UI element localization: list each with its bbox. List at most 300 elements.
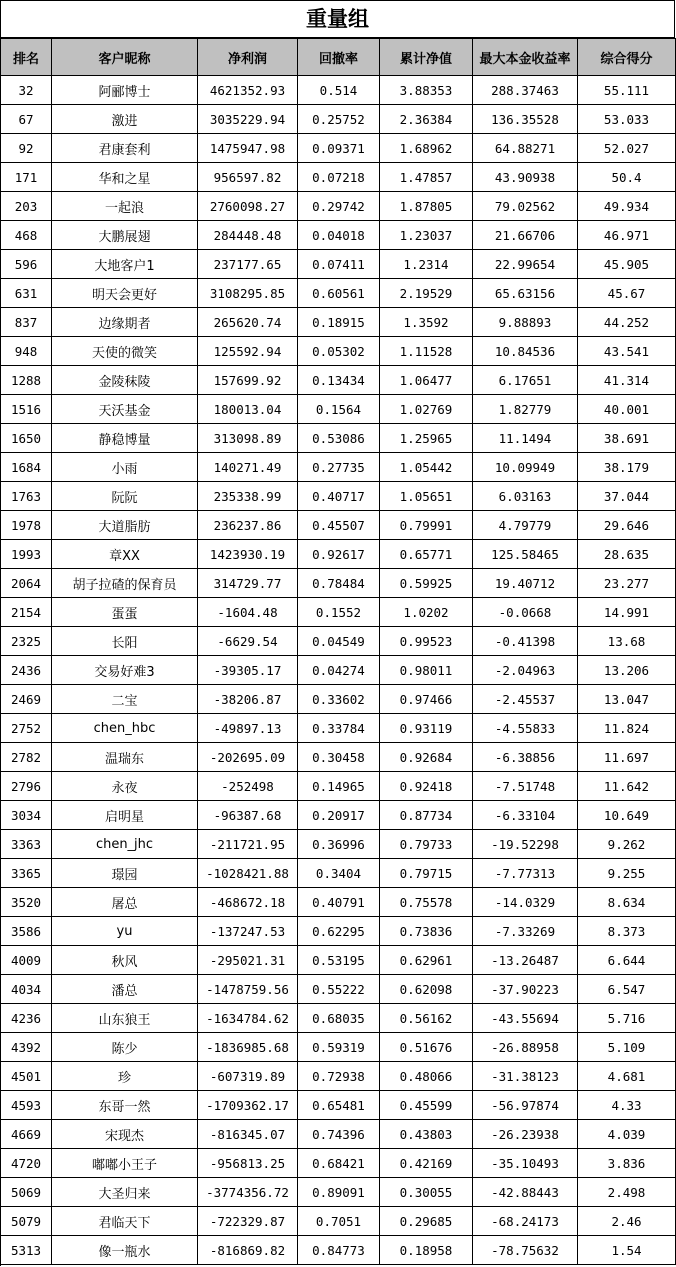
cell-nickname: 大圣归来	[52, 1178, 198, 1207]
cell-drawdown: 0.40791	[298, 888, 380, 917]
table-row	[1, 221, 676, 250]
cell-net-profit: -468672.18	[198, 888, 298, 917]
cell-net-profit: 1423930.19	[198, 540, 298, 569]
cell-rank: 2154	[1, 598, 52, 627]
cell-cumulative-nav: 1.3592	[380, 308, 473, 337]
cell-rank: 1288	[1, 366, 52, 395]
cell-max-return: 4.79779	[473, 511, 578, 540]
cell-score: 11.824	[578, 714, 676, 743]
cell-rank: 2469	[1, 685, 52, 714]
cell-cumulative-nav: 1.05651	[380, 482, 473, 511]
cell-drawdown: 0.92617	[298, 540, 380, 569]
cell-net-profit: 3035229.94	[198, 105, 298, 134]
cell-cumulative-nav: 1.87805	[380, 192, 473, 221]
cell-drawdown: 0.04018	[298, 221, 380, 250]
cell-rank: 468	[1, 221, 52, 250]
cell-score: 13.047	[578, 685, 676, 714]
cell-nickname: 天沃基金	[52, 395, 198, 424]
cell-nickname: 大道脂肪	[52, 511, 198, 540]
table-row	[1, 1033, 676, 1062]
cell-nickname: 金陵秣陵	[52, 366, 198, 395]
cell-rank: 2436	[1, 656, 52, 685]
cell-rank: 5313	[1, 1236, 52, 1265]
cell-score: 4.039	[578, 1120, 676, 1149]
cell-cumulative-nav: 0.65771	[380, 540, 473, 569]
cell-cumulative-nav: 1.11528	[380, 337, 473, 366]
table-row	[1, 366, 676, 395]
table-row	[1, 569, 676, 598]
cell-score: 8.634	[578, 888, 676, 917]
cell-nickname: yu	[52, 917, 198, 946]
cell-max-return: -31.38123	[473, 1062, 578, 1091]
header-net-profit: 净利润	[198, 39, 298, 76]
cell-drawdown: 0.05302	[298, 337, 380, 366]
cell-drawdown: 0.89091	[298, 1178, 380, 1207]
cell-max-return: 288.37463	[473, 76, 578, 105]
cell-net-profit: 1475947.98	[198, 134, 298, 163]
cell-rank: 1763	[1, 482, 52, 511]
cell-drawdown: 0.68421	[298, 1149, 380, 1178]
cell-drawdown: 0.62295	[298, 917, 380, 946]
cell-cumulative-nav: 1.23037	[380, 221, 473, 250]
cell-score: 10.649	[578, 801, 676, 830]
cell-score: 2.46	[578, 1207, 676, 1236]
cell-drawdown: 0.60561	[298, 279, 380, 308]
cell-net-profit: -1634784.62	[198, 1004, 298, 1033]
cell-rank: 2752	[1, 714, 52, 743]
cell-cumulative-nav: 1.05442	[380, 453, 473, 482]
cell-net-profit: -38206.87	[198, 685, 298, 714]
cell-drawdown: 0.72938	[298, 1062, 380, 1091]
cell-rank: 203	[1, 192, 52, 221]
cell-max-return: -26.88958	[473, 1033, 578, 1062]
header-row	[1, 39, 676, 76]
table-row	[1, 888, 676, 917]
cell-max-return: 21.66706	[473, 221, 578, 250]
cell-score: 5.109	[578, 1033, 676, 1062]
cell-nickname: 天使的微笑	[52, 337, 198, 366]
cell-rank: 92	[1, 134, 52, 163]
cell-max-return: -19.52298	[473, 830, 578, 859]
cell-cumulative-nav: 0.79733	[380, 830, 473, 859]
cell-cumulative-nav: 1.0202	[380, 598, 473, 627]
cell-cumulative-nav: 0.75578	[380, 888, 473, 917]
cell-rank: 1993	[1, 540, 52, 569]
table-row	[1, 1120, 676, 1149]
header-max-return: 最大本金收益率	[473, 39, 578, 76]
table-row	[1, 163, 676, 192]
cell-net-profit: -252498	[198, 772, 298, 801]
cell-rank: 3586	[1, 917, 52, 946]
cell-nickname: 璟园	[52, 859, 198, 888]
cell-rank: 5079	[1, 1207, 52, 1236]
cell-net-profit: -137247.53	[198, 917, 298, 946]
cell-max-return: 43.90938	[473, 163, 578, 192]
cell-nickname: 交易好难3	[52, 656, 198, 685]
cell-rank: 32	[1, 76, 52, 105]
cell-drawdown: 0.1552	[298, 598, 380, 627]
cell-drawdown: 0.59319	[298, 1033, 380, 1062]
cell-score: 4.33	[578, 1091, 676, 1120]
cell-net-profit: -211721.95	[198, 830, 298, 859]
cell-net-profit: -39305.17	[198, 656, 298, 685]
cell-score: 45.67	[578, 279, 676, 308]
cell-drawdown: 0.53195	[298, 946, 380, 975]
cell-drawdown: 0.40717	[298, 482, 380, 511]
cell-rank: 171	[1, 163, 52, 192]
cell-nickname: 嘟嘟小王子	[52, 1149, 198, 1178]
cell-net-profit: 140271.49	[198, 453, 298, 482]
cell-nickname: 蛋蛋	[52, 598, 198, 627]
cell-nickname: 宋现杰	[52, 1120, 198, 1149]
cell-drawdown: 0.514	[298, 76, 380, 105]
cell-nickname: 像一瓶水	[52, 1236, 198, 1265]
cell-score: 3.836	[578, 1149, 676, 1178]
cell-rank: 1684	[1, 453, 52, 482]
cell-score: 55.111	[578, 76, 676, 105]
cell-max-return: -26.23938	[473, 1120, 578, 1149]
cell-rank: 1650	[1, 424, 52, 453]
cell-cumulative-nav: 2.19529	[380, 279, 473, 308]
cell-nickname: chen_jhc	[52, 830, 198, 859]
table-row	[1, 1207, 676, 1236]
cell-score: 53.033	[578, 105, 676, 134]
cell-cumulative-nav: 0.56162	[380, 1004, 473, 1033]
cell-cumulative-nav: 0.62961	[380, 946, 473, 975]
cell-score: 46.971	[578, 221, 676, 250]
table-row	[1, 1178, 676, 1207]
cell-drawdown: 0.33784	[298, 714, 380, 743]
cell-nickname: 大地客户1	[52, 250, 198, 279]
cell-drawdown: 0.74396	[298, 1120, 380, 1149]
cell-score: 43.541	[578, 337, 676, 366]
cell-cumulative-nav: 0.93119	[380, 714, 473, 743]
table-row	[1, 1236, 676, 1265]
table-row	[1, 859, 676, 888]
table-row	[1, 76, 676, 105]
cell-net-profit: 180013.04	[198, 395, 298, 424]
cell-nickname: 君临天下	[52, 1207, 198, 1236]
cell-score: 50.4	[578, 163, 676, 192]
cell-net-profit: -816869.82	[198, 1236, 298, 1265]
cell-net-profit: -1604.48	[198, 598, 298, 627]
cell-net-profit: 236237.86	[198, 511, 298, 540]
cell-rank: 4009	[1, 946, 52, 975]
cell-cumulative-nav: 0.45599	[380, 1091, 473, 1120]
cell-score: 52.027	[578, 134, 676, 163]
cell-cumulative-nav: 0.51676	[380, 1033, 473, 1062]
table-row	[1, 1004, 676, 1033]
cell-drawdown: 0.30458	[298, 743, 380, 772]
table-row	[1, 830, 676, 859]
cell-cumulative-nav: 2.36384	[380, 105, 473, 134]
cell-nickname: 华和之星	[52, 163, 198, 192]
cell-score: 2.498	[578, 1178, 676, 1207]
cell-cumulative-nav: 0.59925	[380, 569, 473, 598]
cell-score: 23.277	[578, 569, 676, 598]
cell-max-return: 19.40712	[473, 569, 578, 598]
cell-rank: 4593	[1, 1091, 52, 1120]
cell-rank: 2782	[1, 743, 52, 772]
cell-max-return: 10.84536	[473, 337, 578, 366]
cell-rank: 4236	[1, 1004, 52, 1033]
header-drawdown: 回撤率	[298, 39, 380, 76]
cell-max-return: -7.77313	[473, 859, 578, 888]
table-row	[1, 975, 676, 1004]
table-row	[1, 801, 676, 830]
cell-net-profit: 265620.74	[198, 308, 298, 337]
cell-score: 38.179	[578, 453, 676, 482]
header-rank: 排名	[1, 39, 52, 76]
cell-nickname: 小雨	[52, 453, 198, 482]
cell-net-profit: 237177.65	[198, 250, 298, 279]
cell-nickname: 屠总	[52, 888, 198, 917]
cell-cumulative-nav: 1.2314	[380, 250, 473, 279]
cell-rank: 631	[1, 279, 52, 308]
cell-max-return: -6.38856	[473, 743, 578, 772]
cell-drawdown: 0.13434	[298, 366, 380, 395]
cell-max-return: -7.51748	[473, 772, 578, 801]
cell-net-profit: -722329.87	[198, 1207, 298, 1236]
cell-drawdown: 0.04549	[298, 627, 380, 656]
cell-score: 4.681	[578, 1062, 676, 1091]
cell-net-profit: -202695.09	[198, 743, 298, 772]
cell-net-profit: 956597.82	[198, 163, 298, 192]
cell-nickname: 激进	[52, 105, 198, 134]
cell-rank: 4034	[1, 975, 52, 1004]
cell-net-profit: -1478759.56	[198, 975, 298, 1004]
cell-nickname: 陈少	[52, 1033, 198, 1062]
cell-max-return: -4.55833	[473, 714, 578, 743]
cell-max-return: 6.03163	[473, 482, 578, 511]
cell-score: 44.252	[578, 308, 676, 337]
cell-cumulative-nav: 0.29685	[380, 1207, 473, 1236]
ranking-table	[0, 38, 676, 1265]
cell-cumulative-nav: 0.30055	[380, 1178, 473, 1207]
cell-score: 11.642	[578, 772, 676, 801]
cell-nickname: 边缘期者	[52, 308, 198, 337]
table-row	[1, 627, 676, 656]
cell-nickname: 潘总	[52, 975, 198, 1004]
cell-cumulative-nav: 0.43803	[380, 1120, 473, 1149]
cell-max-return: 79.02562	[473, 192, 578, 221]
cell-drawdown: 0.09371	[298, 134, 380, 163]
cell-net-profit: -956813.25	[198, 1149, 298, 1178]
cell-rank: 3520	[1, 888, 52, 917]
cell-nickname: 静稳博量	[52, 424, 198, 453]
cell-nickname: 二宝	[52, 685, 198, 714]
cell-net-profit: 313098.89	[198, 424, 298, 453]
cell-score: 8.373	[578, 917, 676, 946]
cell-net-profit: -1836985.68	[198, 1033, 298, 1062]
cell-score: 38.691	[578, 424, 676, 453]
cell-score: 13.206	[578, 656, 676, 685]
cell-cumulative-nav: 0.73836	[380, 917, 473, 946]
cell-score: 28.635	[578, 540, 676, 569]
cell-max-return: 136.35528	[473, 105, 578, 134]
cell-cumulative-nav: 1.06477	[380, 366, 473, 395]
cell-net-profit: -607319.89	[198, 1062, 298, 1091]
cell-score: 40.001	[578, 395, 676, 424]
cell-drawdown: 0.1564	[298, 395, 380, 424]
cell-drawdown: 0.14965	[298, 772, 380, 801]
cell-score: 11.697	[578, 743, 676, 772]
cell-nickname: 君康套利	[52, 134, 198, 163]
cell-max-return: -0.41398	[473, 627, 578, 656]
cell-rank: 3034	[1, 801, 52, 830]
cell-max-return: -2.45537	[473, 685, 578, 714]
cell-score: 29.646	[578, 511, 676, 540]
cell-rank: 4501	[1, 1062, 52, 1091]
table-row	[1, 917, 676, 946]
cell-net-profit: -49897.13	[198, 714, 298, 743]
cell-net-profit: -816345.07	[198, 1120, 298, 1149]
cell-cumulative-nav: 0.48066	[380, 1062, 473, 1091]
cell-drawdown: 0.65481	[298, 1091, 380, 1120]
header-cumulative-nav: 累计净值	[380, 39, 473, 76]
cell-rank: 3363	[1, 830, 52, 859]
cell-cumulative-nav: 1.02769	[380, 395, 473, 424]
cell-rank: 2064	[1, 569, 52, 598]
cell-net-profit: -3774356.72	[198, 1178, 298, 1207]
cell-drawdown: 0.7051	[298, 1207, 380, 1236]
cell-max-return: -7.33269	[473, 917, 578, 946]
cell-rank: 5069	[1, 1178, 52, 1207]
cell-cumulative-nav: 0.62098	[380, 975, 473, 1004]
cell-net-profit: 2760098.27	[198, 192, 298, 221]
cell-nickname: 永夜	[52, 772, 198, 801]
cell-cumulative-nav: 0.98011	[380, 656, 473, 685]
cell-drawdown: 0.29742	[298, 192, 380, 221]
table-row	[1, 946, 676, 975]
table-row	[1, 511, 676, 540]
cell-rank: 2325	[1, 627, 52, 656]
cell-nickname: 珍	[52, 1062, 198, 1091]
cell-rank: 948	[1, 337, 52, 366]
cell-nickname: 长阳	[52, 627, 198, 656]
cell-max-return: 11.1494	[473, 424, 578, 453]
cell-drawdown: 0.07411	[298, 250, 380, 279]
cell-drawdown: 0.78484	[298, 569, 380, 598]
cell-cumulative-nav: 3.88353	[380, 76, 473, 105]
cell-rank: 4392	[1, 1033, 52, 1062]
cell-nickname: 温瑞东	[52, 743, 198, 772]
cell-rank: 4669	[1, 1120, 52, 1149]
cell-score: 14.991	[578, 598, 676, 627]
cell-cumulative-nav: 0.18958	[380, 1236, 473, 1265]
table-row	[1, 453, 676, 482]
cell-net-profit: -1028421.88	[198, 859, 298, 888]
cell-net-profit: -6629.54	[198, 627, 298, 656]
table-row	[1, 772, 676, 801]
cell-cumulative-nav: 1.47857	[380, 163, 473, 192]
table-row	[1, 540, 676, 569]
cell-nickname: 秋风	[52, 946, 198, 975]
cell-rank: 4720	[1, 1149, 52, 1178]
cell-drawdown: 0.33602	[298, 685, 380, 714]
cell-net-profit: 235338.99	[198, 482, 298, 511]
cell-cumulative-nav: 1.25965	[380, 424, 473, 453]
table-row	[1, 656, 676, 685]
table-row	[1, 279, 676, 308]
cell-drawdown: 0.04274	[298, 656, 380, 685]
cell-drawdown: 0.45507	[298, 511, 380, 540]
cell-drawdown: 0.68035	[298, 1004, 380, 1033]
cell-drawdown: 0.18915	[298, 308, 380, 337]
cell-rank: 1978	[1, 511, 52, 540]
table-row	[1, 743, 676, 772]
cell-max-return: 125.58465	[473, 540, 578, 569]
cell-score: 49.934	[578, 192, 676, 221]
cell-score: 9.255	[578, 859, 676, 888]
cell-drawdown: 0.55222	[298, 975, 380, 1004]
table-row	[1, 192, 676, 221]
cell-net-profit: 157699.92	[198, 366, 298, 395]
cell-net-profit: 4621352.93	[198, 76, 298, 105]
cell-drawdown: 0.25752	[298, 105, 380, 134]
cell-score: 45.905	[578, 250, 676, 279]
cell-rank: 67	[1, 105, 52, 134]
table-row	[1, 308, 676, 337]
cell-max-return: 64.88271	[473, 134, 578, 163]
cell-nickname: chen_hbc	[52, 714, 198, 743]
cell-max-return: 6.17651	[473, 366, 578, 395]
table-row	[1, 1062, 676, 1091]
header-nickname: 客户昵称	[52, 39, 198, 76]
cell-net-profit: 284448.48	[198, 221, 298, 250]
table-row	[1, 1091, 676, 1120]
table-row	[1, 598, 676, 627]
cell-nickname: 大鹏展翅	[52, 221, 198, 250]
header-score: 综合得分	[578, 39, 676, 76]
cell-cumulative-nav: 0.92418	[380, 772, 473, 801]
cell-net-profit: 125592.94	[198, 337, 298, 366]
cell-drawdown: 0.07218	[298, 163, 380, 192]
cell-drawdown: 0.27735	[298, 453, 380, 482]
cell-cumulative-nav: 1.68962	[380, 134, 473, 163]
cell-net-profit: 3108295.85	[198, 279, 298, 308]
table-row	[1, 685, 676, 714]
cell-net-profit: -1709362.17	[198, 1091, 298, 1120]
cell-drawdown: 0.20917	[298, 801, 380, 830]
cell-rank: 596	[1, 250, 52, 279]
sheet-title: 重量组	[1, 1, 675, 38]
cell-nickname: 阿郦博士	[52, 76, 198, 105]
cell-nickname: 山东狼王	[52, 1004, 198, 1033]
cell-net-profit: 314729.77	[198, 569, 298, 598]
cell-max-return: -2.04963	[473, 656, 578, 685]
cell-score: 13.68	[578, 627, 676, 656]
cell-cumulative-nav: 0.87734	[380, 801, 473, 830]
cell-max-return: 9.88893	[473, 308, 578, 337]
cell-cumulative-nav: 0.79991	[380, 511, 473, 540]
cell-rank: 1516	[1, 395, 52, 424]
cell-score: 9.262	[578, 830, 676, 859]
cell-nickname: 章XX	[52, 540, 198, 569]
cell-cumulative-nav: 0.42169	[380, 1149, 473, 1178]
table-row	[1, 714, 676, 743]
table-row	[1, 134, 676, 163]
cell-max-return: -6.33104	[473, 801, 578, 830]
cell-nickname: 阮阮	[52, 482, 198, 511]
cell-nickname: 一起浪	[52, 192, 198, 221]
cell-cumulative-nav: 0.99523	[380, 627, 473, 656]
cell-drawdown: 0.3404	[298, 859, 380, 888]
cell-max-return: -43.55694	[473, 1004, 578, 1033]
cell-drawdown: 0.84773	[298, 1236, 380, 1265]
table-row	[1, 337, 676, 366]
cell-score: 41.314	[578, 366, 676, 395]
